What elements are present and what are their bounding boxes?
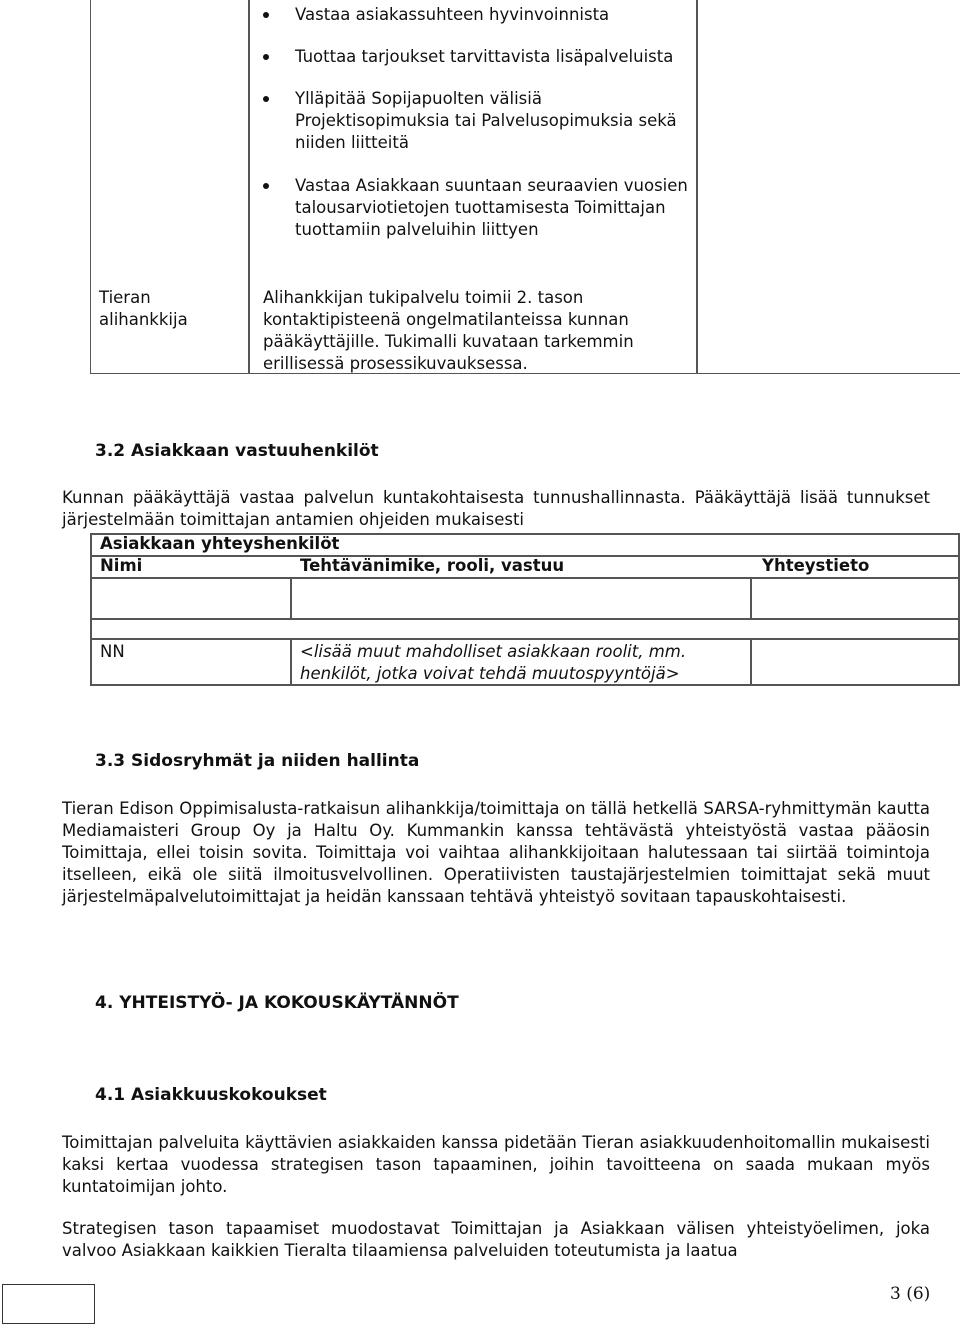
- list-item: Vastaa Asiakkaan suuntaan seuraavien vuosien talousarviotietojen tuottamisesta Toimittajan tuottamiin palveluihin liittyen: [258, 175, 688, 241]
- list-item: Tuottaa tarjoukset tarvittavista lisäpalveluista: [258, 46, 688, 68]
- section-heading: 3.2 Asiakkaan vastuuhenkilöt: [95, 441, 379, 461]
- page-number: 3 (6): [890, 1284, 931, 1304]
- column-header-contact: Yhteystieto: [762, 556, 870, 575]
- table-border: [90, 533, 92, 685]
- table-cell-role: <lisää muut mahdolliset asiakkaan roolit, mm. henkilöt, jotka voivat tehdä muutospyyntöjä>: [300, 642, 687, 683]
- role-description: Alihankkijan tukipalvelu toimii 2. tason kontaktipisteenä ongelmatilanteissa kunnan pääkäyttäjille. Tukimalli kuvataan tarkemmin erillisessä prosessikuvauksessa.: [263, 288, 634, 373]
- table-border: [90, 577, 960, 579]
- list-item: Vastaa asiakassuhteen hyvinvoinnista: [258, 4, 688, 26]
- section-heading: 3.3 Sidosryhmät ja niiden hallinta: [95, 751, 420, 771]
- list-item: Ylläpitää Sopijapuolten välisiä Projektisopimuksia tai Palvelusopimuksia sekä niiden liitteitä: [258, 88, 688, 154]
- role-label: Tieran alihankkija: [99, 288, 188, 329]
- footer-box: [2, 1284, 95, 1324]
- table-border: [750, 577, 752, 619]
- table-border: [750, 638, 752, 685]
- table-border: [90, 638, 960, 640]
- table-cell-extra: [696, 0, 960, 374]
- contacts-table-title: Asiakkaan yhteyshenkilöt: [100, 534, 340, 553]
- chapter-heading: 4. YHTEISTYÖ- JA KOKOUSKÄYTÄNNÖT: [95, 993, 459, 1013]
- table-border: [290, 638, 292, 685]
- table-cell-name: NN: [100, 642, 125, 661]
- table-border: [958, 533, 960, 685]
- table-border: [290, 577, 292, 619]
- table-border: [90, 618, 960, 620]
- section-paragraph: Toimittajan palveluita käyttävien asiakkaiden kanssa pidetään Tieran asiakkuudenhoitomallin mukaisesti kaksi kertaa vuodessa strategisen tason tapaaminen, joihin tavoitteena on saada mukaan myös kuntatoimijan johto.: [62, 1133, 930, 1196]
- section-heading: 4.1 Asiakkuuskokoukset: [95, 1085, 327, 1105]
- section-paragraph: Kunnan pääkäyttäjä vastaa palvelun kuntakohtaisesta tunnushallinnasta. Pääkäyttäjä lisää tunnukset järjestelmään toimittajan antamien ohjeiden mukaisesti: [62, 488, 930, 529]
- column-header-role: Tehtävänimike, rooli, vastuu: [300, 556, 565, 575]
- responsibility-list: [258, 3, 688, 241]
- section-paragraph: Tieran Edison Oppimisalusta-ratkaisun alihankkija/toimittaja on tällä hetkellä SARSA-ryhmittymän kautta Mediamaisteri Group Oy ja Haltu Oy. Kummankin kanssa tehtävästä yhteistyöstä vastaa pääosin Toimittaja, ellei toisin sovita. Toimittaja voi vaihtaa alihankkijoitaan halutessaan tai siirtää toimintoja itselleen, eikä ole siitä ilmoitusvelvollinen. Operatiivisten taustajärjestelmien toimittajat sekä muut järjestelmäpalvelutoimittajat ja heidän kanssaan tehtävä yhteistyö sovitaan tapauskohtaisesti.: [62, 799, 930, 906]
- section-paragraph: Strategisen tason tapaamiset muodostavat Toimittajan ja Asiakkaan välisen yhteistyöelimen, joka valvoo Asiakkaan kaikkien Tieralta tilaamiensa palveluiden toteutumista ja laatua: [62, 1219, 930, 1260]
- column-header-name: Nimi: [100, 556, 143, 575]
